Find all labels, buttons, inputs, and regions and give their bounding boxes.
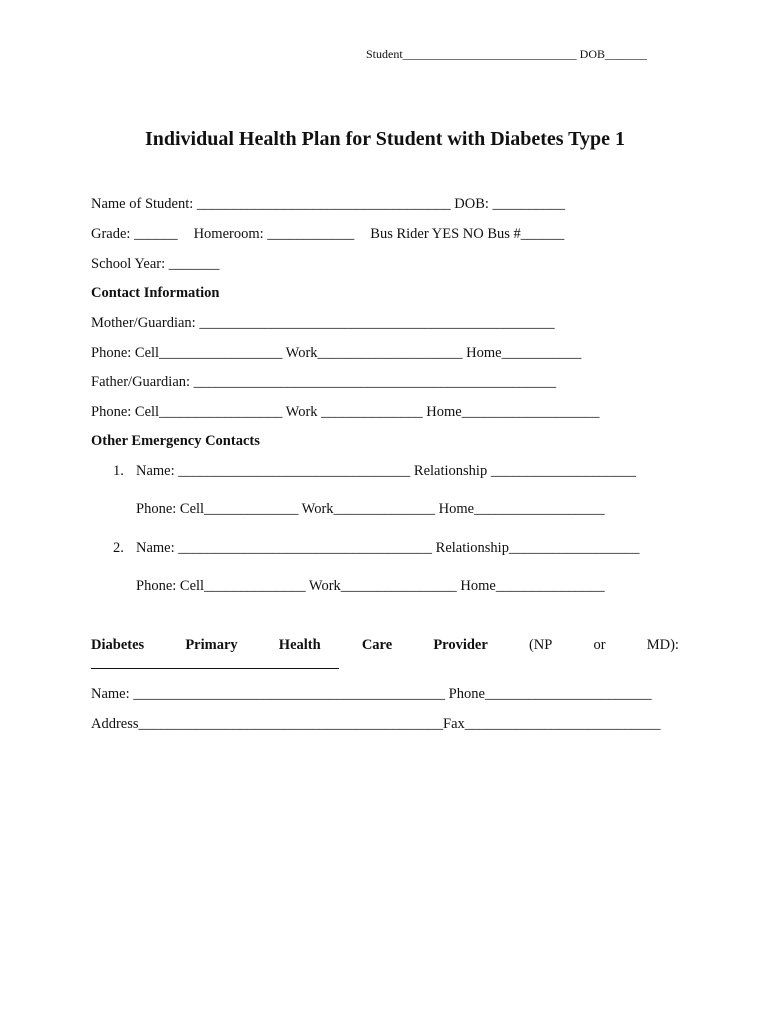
provider-word-md: MD): (646, 637, 679, 653)
emergency-contact-1-name-line: Name: ________________________________ Relationship ____________________ (136, 463, 636, 479)
provider-word-health: Health (278, 637, 321, 653)
emergency-contacts-heading: Other Emergency Contacts (91, 433, 260, 449)
emergency-contact-1-phone-line: Phone: Cell_____________ Work______________ Home__________________ (136, 501, 605, 517)
provider-word-diabetes: Diabetes (91, 637, 145, 653)
father-phone-line: Phone: Cell_________________ Work ______________ Home___________________ (91, 404, 600, 420)
provider-word-provider: Provider (433, 637, 488, 653)
provider-address-fax-line: Address__________________________________________Fax___________________________ (91, 716, 661, 732)
grade-field: Grade: ______ (91, 226, 178, 242)
homeroom-field: Homeroom: ____________ (193, 226, 355, 242)
provider-word-care: Care (361, 637, 393, 653)
provider-underline (91, 668, 339, 669)
page-title: Individual Health Plan for Student with Diabetes Type 1 (144, 128, 626, 150)
father-guardian-line: Father/Guardian: __________________________________________________ (91, 374, 557, 390)
school-year-line: School Year: _______ (91, 256, 220, 272)
student-name-line: Name of Student: ___________________________________ DOB: __________ (91, 196, 566, 212)
header-student-dob: Student_____________________________ DOB_______ (366, 47, 648, 61)
contact-information-heading: Contact Information (91, 285, 220, 301)
emergency-contact-2-name-line: Name: ___________________________________ Relationship__________________ (136, 540, 640, 556)
emergency-contact-2-phone-line: Phone: Cell______________ Work________________ Home_______________ (136, 578, 605, 594)
provider-word-or: or (593, 637, 606, 653)
provider-heading-row (91, 637, 679, 654)
mother-phone-line: Phone: Cell_________________ Work____________________ Home___________ (91, 345, 582, 361)
provider-word-np: (NP (528, 637, 553, 653)
bus-rider-field: Bus Rider YES NO Bus #______ (370, 226, 565, 242)
emergency-contact-2-number: 2. (113, 540, 124, 556)
provider-name-phone-line: Name: ___________________________________________ Phone_______________________ (91, 686, 652, 702)
grade-row (91, 226, 564, 243)
mother-guardian-line: Mother/Guardian: _________________________________________________ (91, 315, 555, 331)
emergency-contact-1-number: 1. (113, 463, 124, 479)
provider-word-primary: Primary (185, 637, 238, 653)
